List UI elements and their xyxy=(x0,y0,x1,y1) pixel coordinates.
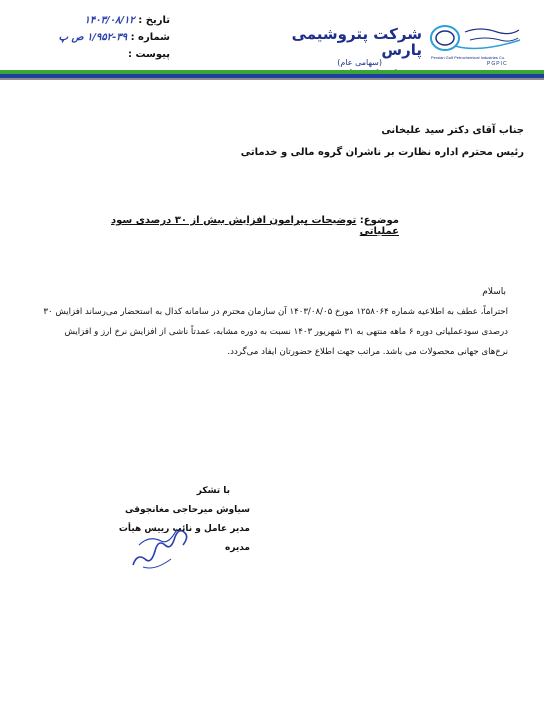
signer-name: سیاوش میرحاجی مغانجوقی xyxy=(124,505,250,515)
letter-meta xyxy=(30,12,170,63)
attachment-label: پیوست : xyxy=(127,49,170,60)
attachment-row xyxy=(30,46,170,63)
body-paragraph: احتراماً، عطف به اطلاعیه شماره ۱۲۵۸۰۶۴ مورخ ۱۴۰۳/۰۸/۰۵ آن سازمان محترم در سامانه کدال به استحضار می‌رساند افزایش ۳۰ درصدی سودعملیاتی دوره ۶ ماهه منتهی به ۳۱ شهریور ۱۴۰۳ نسبت به دوره مشابه، عمدتاً ناشی از افزایش نرخ ارز و افزایش نرخ‌های جهانی محصولات می باشد. مراتب جهت اطلاع حضورتان ایفاد می‌گردد. xyxy=(43,307,508,357)
recipient-name: جناب آقای دکتر سید علیخانی xyxy=(381,125,524,136)
signature xyxy=(125,515,195,575)
greeting: باسلام xyxy=(482,287,506,297)
pgpic-logo xyxy=(425,18,525,68)
closing-thanks: با تشکر xyxy=(196,486,230,496)
company-type-fa: (سهامی عام) xyxy=(337,58,382,67)
logo-text-en: Persian Gulf Petrochemical Industries Co. xyxy=(431,55,506,60)
pgpic-logo-icon xyxy=(425,18,525,68)
company-name-fa: شرکت پتروشیمی پارس xyxy=(291,25,422,59)
date-label: تاریخ : xyxy=(138,15,170,26)
recipient-title: رئیس محترم اداره نظارت بر ناشران گروه مالی و خدماتی xyxy=(240,147,524,158)
band-gray xyxy=(0,78,544,80)
signature-icon xyxy=(125,515,195,575)
date-value: ۱۴۰۳/۰۸/۱۲ xyxy=(84,15,135,26)
subject-label: موضوع: xyxy=(359,215,399,226)
number-row xyxy=(30,29,170,46)
signer-title: مدیر عامل و نائب رییس هیأت مدیره xyxy=(118,524,250,553)
subject-text: توضیحات پیرامون افزایش بیش از ۳۰ درصدی سود عملیاتی xyxy=(111,215,399,237)
number-value: ۳۹-۱/۹۵۲ ص پ xyxy=(58,32,128,43)
header-band xyxy=(0,70,544,83)
date-row xyxy=(30,12,170,29)
logo-acronym: PGPIC xyxy=(487,61,508,67)
number-label: شماره : xyxy=(130,32,170,43)
recipient-block xyxy=(64,120,524,164)
subject-line xyxy=(99,215,399,237)
